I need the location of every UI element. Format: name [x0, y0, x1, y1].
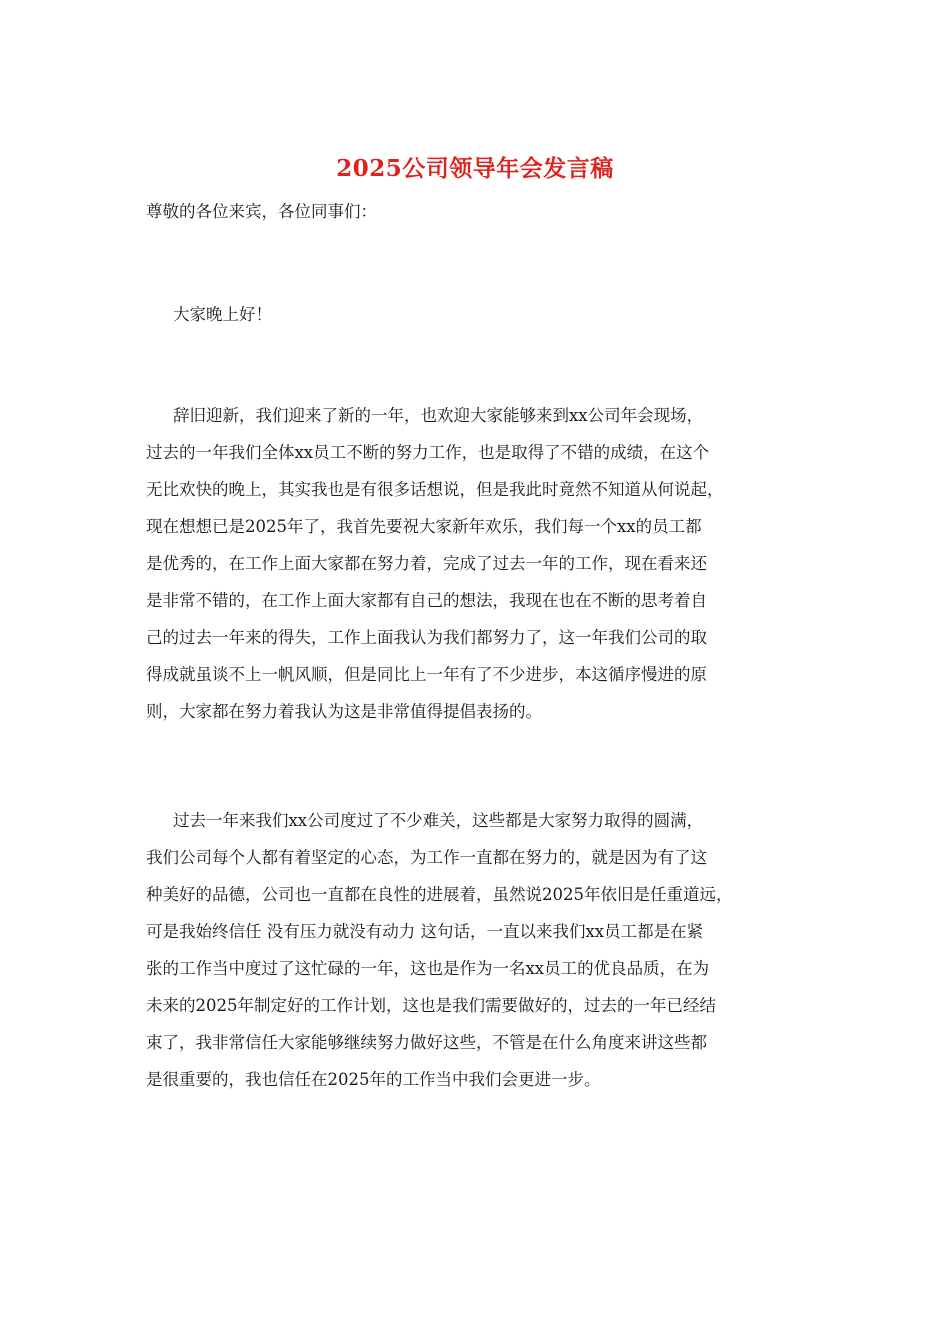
paragraph-line: 张的工作当中度过了这忙碌的一年，这也是作为一名xx员工的优良品质，在为 — [146, 959, 710, 978]
document-title: 2025公司领导年会发言稿 — [336, 155, 614, 182]
paragraph-line: 未来的2025年制定好的工作计划，这也是我们需要做好的，过去的一年已经结 — [146, 996, 716, 1015]
paragraph-line: 无比欢快的晚上，其实我也是有很多话想说，但是我此时竟然不知道从何说起， — [146, 480, 724, 499]
paragraph-line: 是优秀的，在工作上面大家都在努力着，完成了过去一年的工作，现在看来还 — [146, 554, 707, 573]
paragraph-greeting — [146, 296, 806, 333]
paragraph-line: 过去一年来我们xx公司度过了不少难关，这些都是大家努力取得的圆满， — [173, 811, 704, 830]
paragraph-line: 则，大家都在努力着我认为这是非常值得提倡表扬的。 — [146, 702, 542, 721]
paragraph-past-year — [146, 802, 806, 1098]
paragraph-line: 大家晚上好！ — [173, 305, 272, 324]
paragraph-line: 得成就虽谈不上一帆风顺，但是同比上一年有了不少进步，本这循序慢进的原 — [146, 665, 707, 684]
paragraph-line: 可是我始终信任 没有压力就没有动力 这句话，一直以来我们xx员工都是在紧 — [146, 922, 704, 941]
paragraph-new-year — [146, 397, 806, 730]
paragraph-line: 过去的一年我们全体xx员工不断的努力工作，也是取得了不错的成绩，在这个 — [146, 443, 710, 462]
paragraph-line: 种美好的品德，公司也一直都在良性的进展着，虽然说2025年依旧是任重道远， — [146, 885, 733, 904]
paragraph-line: 我们公司每个人都有着坚定的心态，为工作一直都在努力的，就是因为有了这 — [146, 848, 707, 867]
paragraph-line: 己的过去一年来的得失，工作上面我认为我们都努力了，这一年我们公司的取 — [146, 628, 707, 647]
paragraph-line: 辞旧迎新，我们迎来了新的一年，也欢迎大家能够来到xx公司年会现场， — [173, 406, 704, 425]
paragraph-line: 现在想想已是2025年了，我首先要祝大家新年欢乐，我们每一个xx的员工都 — [146, 517, 702, 536]
salutation: 尊敬的各位来宾，各位同事们： — [146, 202, 377, 221]
paragraph-line: 是很重要的，我也信任在2025年的工作当中我们会更进一步。 — [146, 1070, 601, 1089]
paragraph-line: 是非常不错的，在工作上面大家都有自己的想法，我现在也在不断的思考着自 — [146, 591, 707, 610]
paragraph-line: 束了，我非常信任大家能够继续努力做好这些，不管是在什么角度来讲这些都 — [146, 1033, 707, 1052]
